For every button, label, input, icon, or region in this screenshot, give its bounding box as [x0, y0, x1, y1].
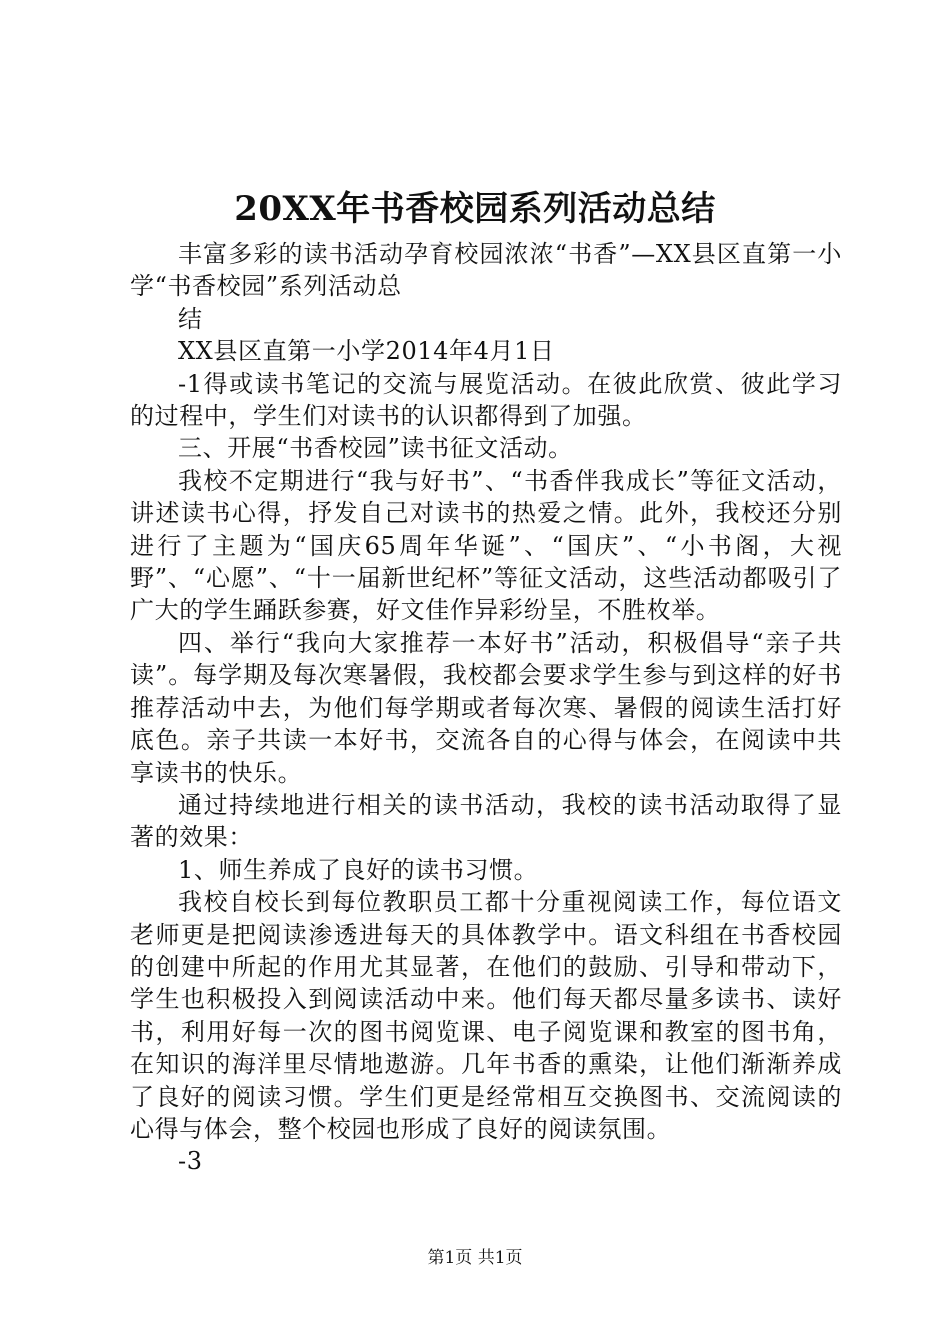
- paragraph: XX县区直第一小学2014年4月1日: [178, 337, 555, 366]
- paragraph: 我校自校长到每位教职员工都十分重视阅读工作，每位语文老师更是把阅读渗透进每天的具体教学中。语文科组在书香校园的创建中所起的作用尤其显著，在他们的鼓励、引导和带动下，学生也积极投入到阅读活动中来。他们每天都尽量多读书、读好书，利用好每一次的图书阅览课、电子阅览课和教室的图书角，在知识的海洋里尽情地遨游。几年书香的熏染，让他们渐渐养成了良好的阅读习惯。学生们更是经常相互交换图书、交流阅读的心得与体会，整个校园也形成了良好的阅读氛围。: [130, 888, 842, 1143]
- paragraph: 三、开展“书香校园”读书征文活动。: [178, 434, 573, 463]
- document-title: 20XX年书香校园系列活动总结: [234, 189, 716, 229]
- paragraph: 四、举行“我向大家推荐一本好书”活动，积极倡导“亲子共读”。每学期及每次寒暑假，我校都会要求学生参与到这样的好书推荐活动中去，为他们每学期或者每次寒、暑假的阅读生活打好底色。亲子共读一本好书，交流各自的心得与体会，在阅读中共享读书的快乐。: [130, 628, 842, 787]
- paragraph: -1得或读书笔记的交流与展览活动。在彼此欣赏、彼此学习的过程中，学生们对读书的认识都得到了加强。: [130, 369, 842, 431]
- paragraph: 丰富多彩的读书活动孕育校园浓浓“书香”—XX县区直第一小学“书香校园”系列活动总: [130, 240, 842, 301]
- paragraph: 结: [178, 304, 203, 333]
- page-footer: 第1页 共1页: [427, 1248, 523, 1268]
- paragraph: 1、师生养成了良好的读书习惯。: [178, 855, 539, 884]
- document-body: [130, 238, 842, 1178]
- paragraph: 我校不定期进行“我与好书”、“书香伴我成长”等征文活动，讲述读书心得，抒发自己对读书的热爱之情。此外，我校还分别进行了主题为“国庆65周年华诞”、“国庆”、“小书阁，大视野”、“心愿”、“十一届新世纪杯”等征文活动，这些活动都吸引了广大的学生踊跃参赛，好文佳作异彩纷呈，不胜枚举。: [130, 466, 842, 625]
- paragraph: -3: [178, 1147, 203, 1176]
- paragraph: 通过持续地进行相关的读书活动，我校的读书活动取得了显著的效果：: [130, 790, 842, 852]
